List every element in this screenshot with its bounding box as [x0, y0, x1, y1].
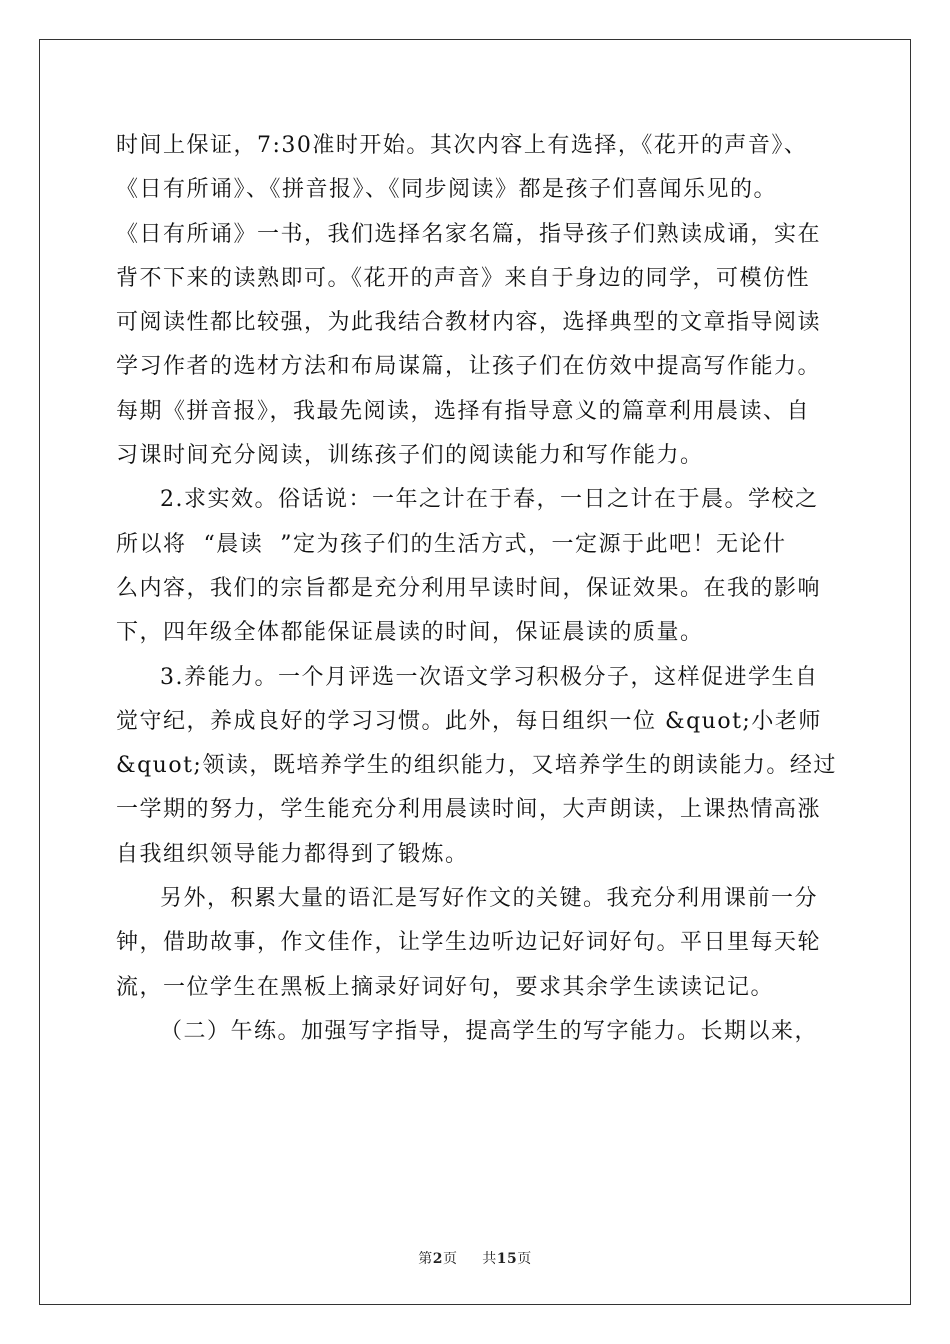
text-line: 下，四年级全体都能保证晨读的时间，保证晨读的质量。 — [116, 620, 704, 646]
total-label-suffix: 页 — [517, 1251, 532, 1267]
text-line: 一学期的努力，学生能充分利用晨读时间，大声朗读，上课热情高涨 — [116, 797, 822, 823]
text-line: 每期《拼音报》，我最先阅读，选择有指导意义的篇章利用晨读、自 — [116, 398, 811, 424]
total-page-number: 15 — [496, 1251, 518, 1267]
page-label-prefix: 第 — [418, 1251, 433, 1267]
text-line: 习课时间充分阅读，训练孩子们的阅读能力和写作能力。 — [116, 443, 704, 469]
text-line: 时间上保证，7:30准时开始。其次内容上有选择，《花开的声音》、 — [116, 133, 808, 158]
text-line: 背不下来的读熟即可。《花开的声音》来自于身边的同学，可模仿性 — [116, 265, 811, 291]
text-line: 钟，借助故事，作文佳作，让学生边听边记好词好句。平日里每天轮 — [116, 930, 822, 956]
text-line: 么内容，我们的宗旨都是充分利用早读时间，保证效果。在我的影响 — [116, 575, 822, 601]
text-line: 流，一位学生在黑板上摘录好词好句，要求其余学生读读记记。 — [116, 974, 775, 1000]
document-body — [116, 124, 836, 1054]
total-label-prefix: 共 — [482, 1251, 497, 1267]
text-line: 《日有所诵》一书，我们选择名家名篇，指导孩子们熟读成诵，实在 — [116, 221, 822, 247]
paragraph-start-line: 2.求实效。俗话说：一年之计在于春，一日之计在于晨。学校之 — [160, 487, 819, 513]
current-page-number: 2 — [432, 1251, 443, 1267]
text-line: &quot;领读，既培养学生的组织能力，又培养学生的朗读能力。经过 — [116, 753, 837, 779]
text-line: 所以将 “晨读 ”定为孩子们的生活方式，一定源于此吧！无论什 — [116, 531, 787, 557]
text-line: 可阅读性都比较强，为此我结合教材内容，选择典型的文章指导阅读 — [116, 310, 822, 336]
text-line: 觉守纪，养成良好的学习习惯。此外，每日组织一位 &quot;小老师 — [116, 708, 822, 734]
page-label-suffix: 页 — [443, 1251, 458, 1267]
paragraph-start-line: 另外，积累大量的语汇是写好作文的关键。我充分利用课前一分 — [160, 886, 819, 912]
paragraph-start-line: （二）午练。加强写字指导，提高学生的写字能力。长期以来， — [160, 1018, 819, 1044]
text-line: 学习作者的选材方法和布局谋篇，让孩子们在仿效中提高写作能力。 — [116, 354, 822, 380]
text-line: 自我组织领导能力都得到了锻炼。 — [116, 841, 469, 867]
page-footer — [0, 1248, 950, 1268]
paragraph-start-line: 3.养能力。一个月评选一次语文学习积极分子，这样促进学生自 — [160, 664, 819, 690]
text-line: 《日有所诵》、《拼音报》、《同步阅读》都是孩子们喜闻乐见的。 — [116, 177, 778, 203]
